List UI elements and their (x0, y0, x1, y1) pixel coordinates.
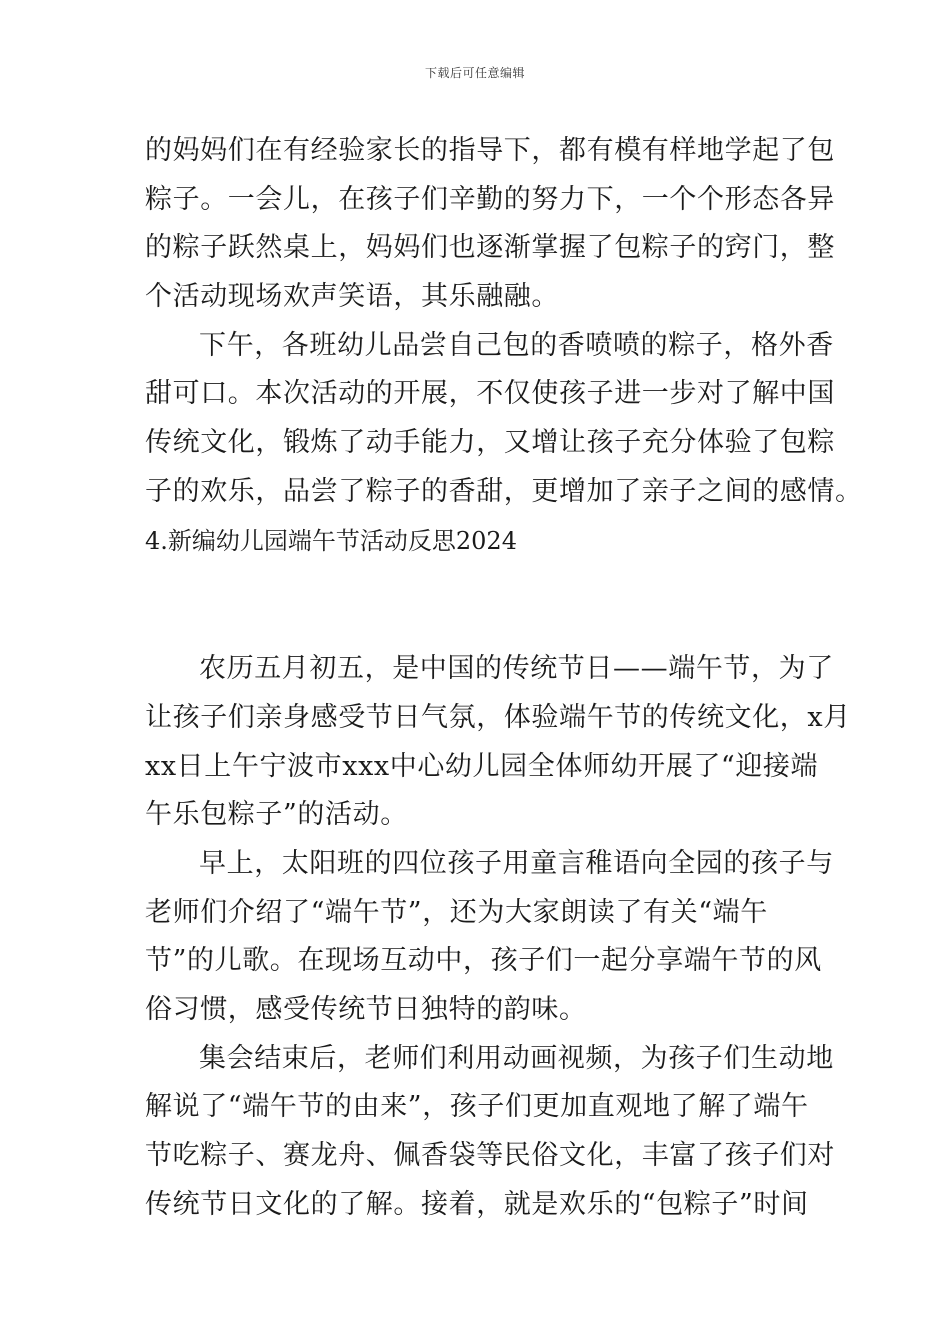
text-line: 的粽子跃然桌上，妈妈们也逐渐掌握了包粽子的窍门，整 (145, 232, 835, 264)
text-line: 午乐包粽子”的活动。 (145, 799, 408, 831)
blank-space (145, 565, 810, 645)
document-body (145, 127, 863, 1229)
paragraph (145, 645, 851, 840)
text-line: 个活动现场欢声笑语，其乐融融。 (145, 281, 559, 313)
text-line: 老师们介绍了“端午节”，还为大家朗读了有关“端午 (145, 896, 768, 928)
paragraph (145, 1035, 835, 1230)
text-line: 解说了“端午节的由来”，孩子们更加直观地了解了端午 (145, 1091, 809, 1123)
text-line: 俗习惯，感受传统节日独特的韵味。 (145, 994, 587, 1025)
page-header: 下载后可任意编辑 (424, 66, 525, 80)
text-line: 早上，太阳班的四位孩子用童言稚语向全园的孩子与 (199, 847, 834, 879)
text-line: 传统节日文化的了解。接着，就是欢乐的“包粽子”时间 (145, 1188, 809, 1220)
text-line: 下午，各班幼儿品尝自己包的香喷喷的粽子，格外香 (199, 329, 834, 361)
text-line: 农历五月初五，是中国的传统节日——端午节，为了 (199, 653, 834, 685)
text-line: 子的欢乐，品尝了粽子的香甜，更增加了亲子之间的感情。 (145, 475, 863, 507)
text-line: 的妈妈们在有经验家长的指导下，都有模有样地学起了包 (145, 135, 835, 166)
paragraph (145, 322, 863, 517)
paragraph (145, 840, 834, 1035)
text-line: 节”的儿歌。在现场互动中，孩子们一起分享端午节的风 (145, 945, 822, 977)
section-heading: 4.新编幼儿园端午节活动反思2024 (145, 526, 517, 555)
text-line: 集会结束后，老师们利用动画视频，为孩子们生动地 (199, 1042, 834, 1074)
text-line: xx日上午宁波市xxx中心幼儿园全体师幼开展了“迎接端 (145, 750, 819, 782)
text-line: 粽子。一会儿，在孩子们辛勤的努力下，一个个形态各异 (145, 183, 835, 215)
text-line: 甜可口。本次活动的开展，不仅使孩子进一步对了解中国 (145, 378, 835, 410)
text-line: 传统文化，锻炼了动手能力，又增让孩子充分体验了包粽 (145, 427, 835, 459)
paragraph (145, 127, 835, 322)
text-line: 让孩子们亲身感受节日气氛，体验端午节的传统文化，x月 (145, 701, 851, 733)
text-line: 节吃粽子、赛龙舟、佩香袋等民俗文化，丰富了孩子们对 (145, 1140, 835, 1172)
